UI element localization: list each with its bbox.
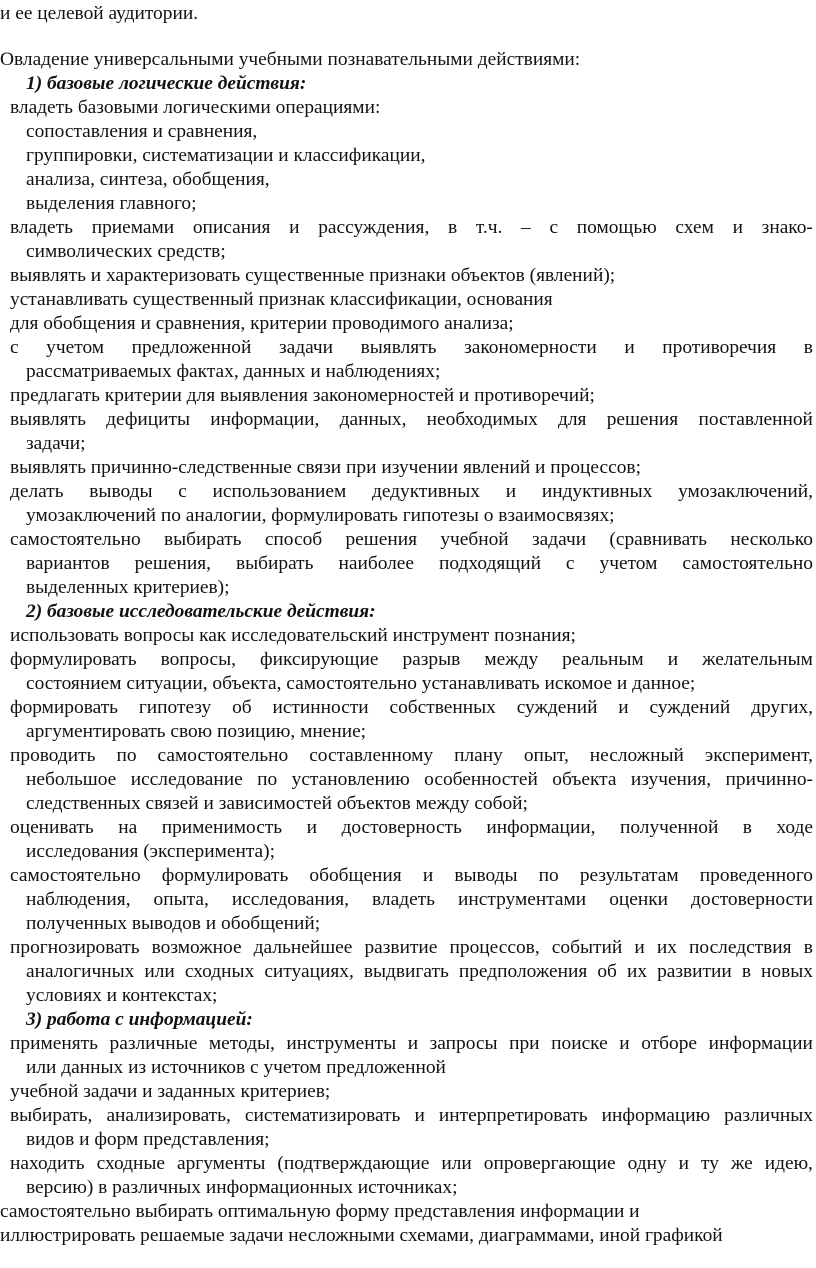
word: возможное <box>151 937 242 958</box>
word: описания <box>192 217 271 238</box>
list-item-continuation: следственных связей и зависимостей объектов между собой; <box>26 793 528 814</box>
word: инструменты <box>286 1033 397 1054</box>
section-1-title: 1) базовые логические действия: <box>26 73 307 94</box>
list-item: предлагать критерии для выявления закономерностей и противоречий; <box>10 385 595 406</box>
list-item-continuation <box>26 768 813 791</box>
word: развитие <box>364 937 438 958</box>
word: и <box>618 697 629 718</box>
word: наблюдения, <box>26 889 131 910</box>
list-item-continuation: умозаключений по аналогии, формулировать гипотезы о взаимосвязях; <box>26 505 615 526</box>
word: по <box>257 769 278 790</box>
word: предложенной <box>131 337 252 358</box>
word: собственных <box>389 697 496 718</box>
word: вопросы, <box>160 649 237 670</box>
intro-tail-text: и ее целевой аудитории. <box>0 3 199 24</box>
list-item-line <box>10 864 813 887</box>
list-item: для обобщения и сравнения, критерии проводимого анализа; <box>10 313 514 334</box>
word: суждений <box>649 697 731 718</box>
word: суждений <box>516 697 598 718</box>
word: задачи <box>278 337 334 358</box>
word: или <box>144 961 175 982</box>
word: же <box>730 1153 753 1174</box>
word: самостоятельно <box>10 865 141 886</box>
word: решения, <box>134 553 211 574</box>
list-item-line <box>10 408 813 431</box>
word: (подтверждающие <box>277 1153 430 1174</box>
word: и <box>422 865 434 886</box>
word: выявлять <box>360 337 437 358</box>
word: особенностей <box>424 769 538 790</box>
word: прогнозировать <box>10 937 140 958</box>
list-item: группировки, систематизации и классификации, <box>26 145 426 166</box>
word: и <box>624 337 635 358</box>
word: при <box>509 1033 540 1054</box>
list-item-continuation: аргументировать свою позицию, мнение; <box>26 721 367 742</box>
word: исследования, <box>231 889 350 910</box>
word: в <box>803 337 813 358</box>
word: аргументы <box>176 1153 266 1174</box>
word: необходимых <box>426 409 538 430</box>
word: по <box>538 865 559 886</box>
word: оценки <box>609 889 669 910</box>
word: использованием <box>212 481 347 502</box>
word: с <box>565 553 575 574</box>
list-item-line <box>10 816 813 839</box>
word: истинности <box>272 697 369 718</box>
word: идею, <box>764 1153 813 1174</box>
word: их <box>626 961 648 982</box>
word: или <box>441 1153 472 1174</box>
word: приемами <box>91 217 175 238</box>
word: и <box>505 481 517 502</box>
word: с <box>549 217 559 238</box>
word: последствия <box>689 937 792 958</box>
word: формировать <box>10 697 119 718</box>
list-item-continuation: условиях и контекстах; <box>26 985 218 1006</box>
section-3-title: 3) работа с информацией: <box>26 1009 253 1030</box>
word: несложный <box>589 745 684 766</box>
word: других, <box>751 697 813 718</box>
word: выбирать <box>163 529 242 550</box>
word: между <box>484 649 539 670</box>
list-item-line <box>10 648 813 671</box>
word: сходных <box>184 961 255 982</box>
page-heading: Овладение универсальными учебными познавательными действиями: <box>0 49 581 70</box>
word: умозаключений, <box>678 481 813 502</box>
word: составленному <box>309 745 434 766</box>
word: информации, <box>210 409 320 430</box>
list-item-line <box>10 528 813 551</box>
list-item: сопоставления и сравнения, <box>26 121 258 142</box>
list-item-line <box>10 336 813 359</box>
word: обобщения <box>309 865 402 886</box>
list-item: анализа, синтеза, обобщения, <box>26 169 270 190</box>
list-item-continuation: версию) в различных информационных источниках; <box>26 1177 458 1198</box>
word: и <box>732 217 743 238</box>
word: выявлять <box>10 409 86 430</box>
word: об <box>232 697 252 718</box>
word: достоверности <box>691 889 813 910</box>
word: и <box>667 649 679 670</box>
word: для <box>558 409 587 430</box>
word: в <box>803 937 813 958</box>
word: с <box>10 337 19 358</box>
word: самостоятельно <box>682 553 813 574</box>
word: информации, <box>486 817 596 838</box>
word: об <box>597 961 617 982</box>
word: рассуждения, <box>318 217 430 238</box>
list-item: учебной задачи и заданных критериев; <box>10 1081 331 1102</box>
word: с <box>178 481 187 502</box>
list-item-line <box>10 744 813 767</box>
list-item-line <box>10 480 813 503</box>
word: выбирать, <box>10 1105 93 1126</box>
word: интерпретировать <box>438 1105 588 1126</box>
word: событий <box>551 937 623 958</box>
word: знако- <box>761 217 813 238</box>
word: противоречия <box>662 337 777 358</box>
word: дедуктивных <box>371 481 481 502</box>
list-item: владеть базовыми логическими операциями: <box>10 97 381 118</box>
word: и <box>414 1105 425 1126</box>
word: небольшое <box>26 769 117 790</box>
word: самостоятельно <box>10 529 141 550</box>
word: дальнейшее <box>253 937 353 958</box>
word: информацию <box>601 1105 711 1126</box>
word: на <box>118 817 138 838</box>
word: – <box>521 217 531 238</box>
word: самостоятельно <box>157 745 289 766</box>
word: установлению <box>291 769 410 790</box>
word: наиболее <box>338 553 415 574</box>
word: несколько <box>730 529 813 550</box>
word: индуктивных <box>541 481 653 502</box>
list-item: устанавливать существенный признак классификации, основания <box>10 289 553 310</box>
word: запросы <box>429 1033 498 1054</box>
list-item-continuation: выделенных критериев); <box>26 577 230 598</box>
list-item-continuation <box>26 552 813 575</box>
word: одну <box>627 1153 667 1174</box>
list-item-line <box>10 1152 813 1175</box>
word: т.ч. <box>475 217 503 238</box>
word: выбирать <box>235 553 314 574</box>
word: информации <box>708 1033 813 1054</box>
word: различные <box>109 1033 198 1054</box>
word: аналогичных <box>26 961 135 982</box>
word: опыт, <box>523 745 569 766</box>
list-item-continuation: состоянием ситуации, объекта, самостоятельно устанавливать искомое и данное; <box>26 673 696 694</box>
word: в <box>741 961 751 982</box>
list-item-continuation: символических средств; <box>26 241 226 262</box>
list-item-continuation <box>26 960 813 983</box>
word: инструментами <box>458 889 587 910</box>
word: отборе <box>641 1033 698 1054</box>
word: плану <box>454 745 503 766</box>
list-item-continuation: исследования (эксперимента); <box>26 841 276 862</box>
list-item-line <box>10 1104 813 1127</box>
word: поставленной <box>698 409 813 430</box>
word: решения <box>606 409 679 430</box>
word: опровергающие <box>483 1153 616 1174</box>
word: развитии <box>657 961 732 982</box>
word: решения <box>345 529 417 550</box>
word: опыта, <box>153 889 209 910</box>
list-item: использовать вопросы как исследовательский инструмент познания; <box>10 625 576 646</box>
word: эксперимент, <box>704 745 813 766</box>
word: причинно- <box>725 769 813 790</box>
word: формулировать <box>161 865 289 886</box>
word: (сравнивать <box>609 529 708 550</box>
word: закономерности <box>464 337 597 358</box>
list-item-line <box>10 936 813 959</box>
word: новых <box>761 961 813 982</box>
list-item-continuation <box>26 888 813 911</box>
word: помощью <box>576 217 657 238</box>
list-item-line <box>10 696 813 719</box>
word: учебной <box>440 529 509 550</box>
word: и <box>678 1153 690 1174</box>
list-item: иллюстрировать решаемые задачи несложными схемами, диаграммами, иной графикой <box>0 1225 723 1246</box>
word: результатам <box>579 865 679 886</box>
word: процессов, <box>449 937 540 958</box>
word: и <box>634 937 645 958</box>
list-item: выявлять причинно-следственные связи при изучении явлений и процессов; <box>10 457 641 478</box>
word: предположения <box>458 961 588 982</box>
word: применять <box>10 1033 98 1054</box>
word: объекта <box>552 769 617 790</box>
word: анализировать, <box>106 1105 231 1126</box>
word: подходящий <box>439 553 541 574</box>
word: изучения, <box>630 769 712 790</box>
section-2-title: 2) базовые исследовательские действия: <box>26 601 376 622</box>
word: учетом <box>599 553 658 574</box>
word: выводы <box>454 865 518 886</box>
word: вариантов <box>26 553 110 574</box>
word: применимость <box>161 817 283 838</box>
list-item: самостоятельно выбирать оптимальную форму представления информации и <box>0 1201 640 1222</box>
word: сходные <box>96 1153 165 1174</box>
word: разрыв <box>402 649 461 670</box>
list-item-continuation: или данных из источников с учетом предложенной <box>26 1057 446 1078</box>
list-item: выявлять и характеризовать существенные признаки объектов (явлений); <box>10 265 616 286</box>
word: выдвигать <box>363 961 449 982</box>
word: формулировать <box>10 649 137 670</box>
word: желательным <box>702 649 813 670</box>
word: учетом <box>46 337 105 358</box>
word: различных <box>724 1105 813 1126</box>
list-item-continuation: видов и форм представления; <box>26 1129 270 1150</box>
word: владеть <box>372 889 436 910</box>
word: выводы <box>89 481 153 502</box>
word: достоверность <box>341 817 462 838</box>
word: и <box>407 1033 419 1054</box>
word: реальным <box>562 649 644 670</box>
word: и <box>619 1033 630 1054</box>
word: в <box>448 217 458 238</box>
word: проводить <box>10 745 96 766</box>
word: и <box>289 217 300 238</box>
word: задачи <box>532 529 587 550</box>
word: схем <box>675 217 714 238</box>
list-item-continuation: задачи; <box>26 433 86 454</box>
word: и <box>306 817 318 838</box>
word: методы, <box>208 1033 275 1054</box>
word: находить <box>10 1153 85 1174</box>
word: поиске <box>551 1033 608 1054</box>
word: проведенного <box>699 865 813 886</box>
word: по <box>116 745 137 766</box>
word: оценивать <box>10 817 94 838</box>
word: данных, <box>339 409 407 430</box>
word: в <box>742 817 752 838</box>
word: способ <box>264 529 323 550</box>
word: ходе <box>776 817 813 838</box>
word: полученной <box>619 817 719 838</box>
word: владеть <box>10 217 73 238</box>
word: гипотезу <box>138 697 212 718</box>
list-item: выделения главного; <box>26 193 197 214</box>
word: фиксирующие <box>260 649 379 670</box>
word: исследование <box>130 769 243 790</box>
word: ту <box>701 1153 719 1174</box>
word: их <box>656 937 677 958</box>
word: систематизировать <box>244 1105 401 1126</box>
word: делать <box>10 481 64 502</box>
word: ситуациях, <box>264 961 354 982</box>
list-item-continuation: рассматриваемых фактах, данных и наблюдениях; <box>26 361 441 382</box>
list-item-line <box>10 1032 813 1055</box>
word: дефициты <box>106 409 191 430</box>
list-item-line <box>10 216 813 239</box>
list-item-continuation: полученных выводов и обобщений; <box>26 913 321 934</box>
